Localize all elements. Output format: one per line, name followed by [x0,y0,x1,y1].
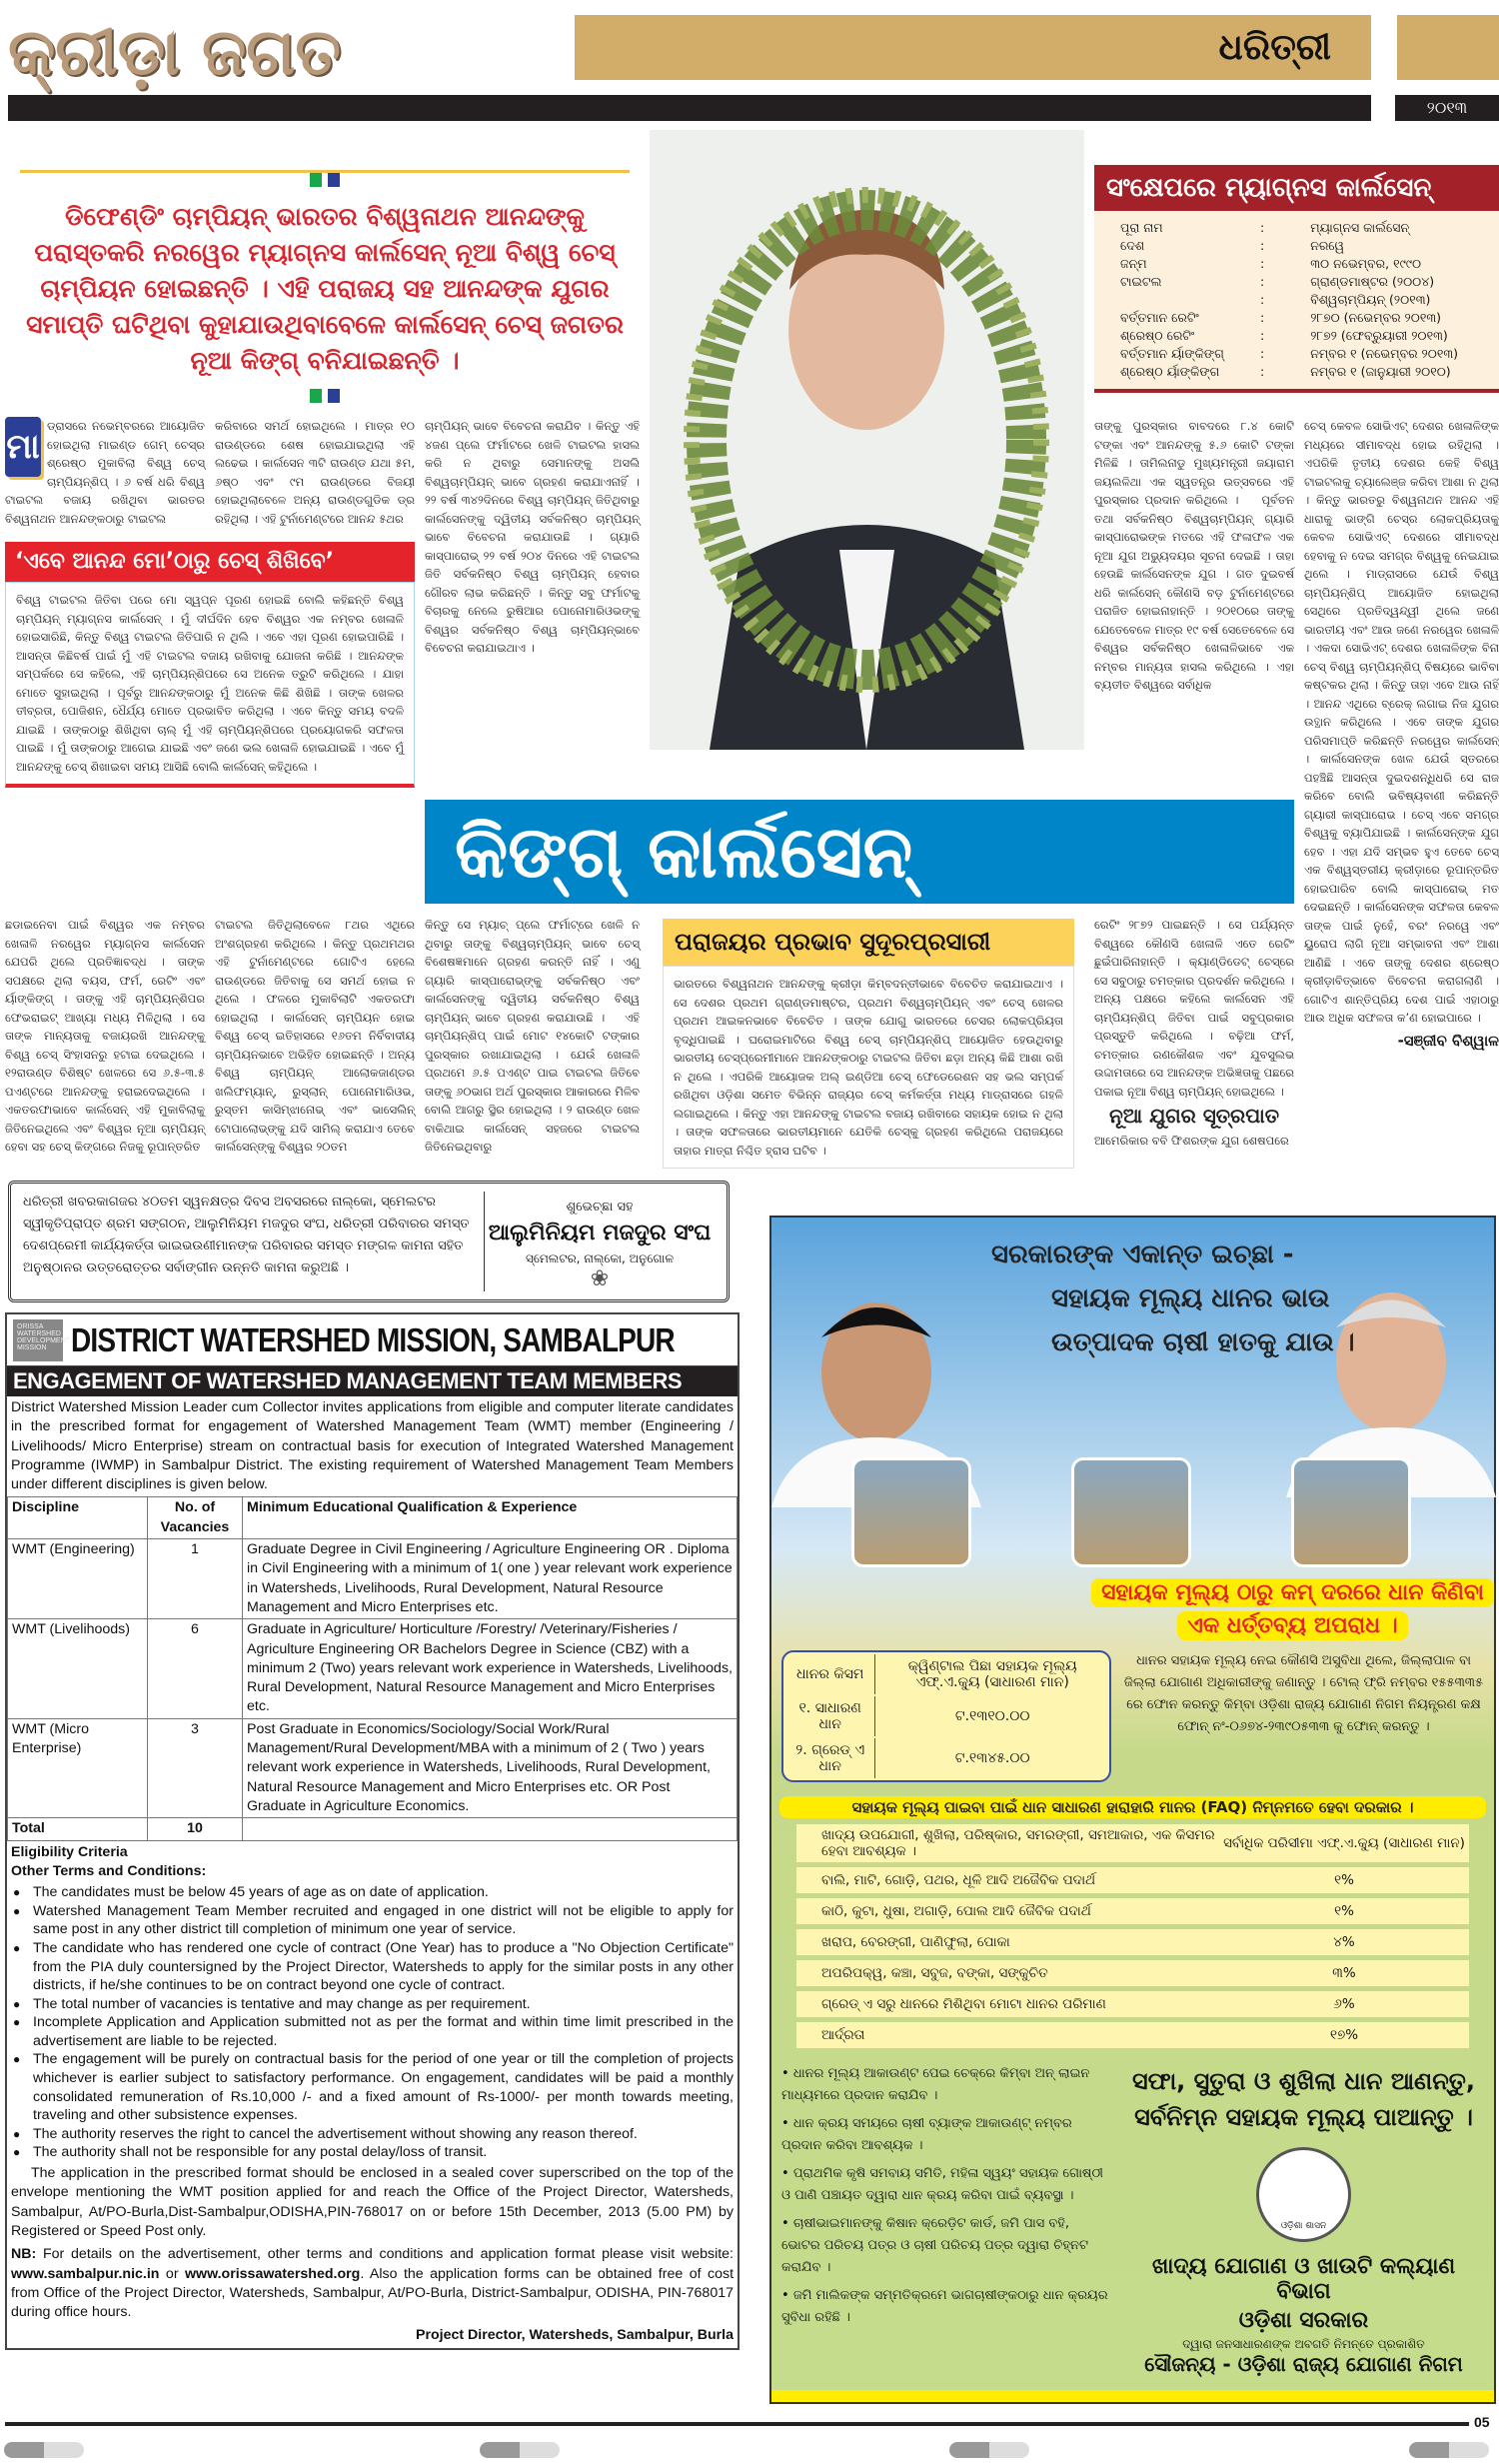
farmers-photo [1291,1457,1411,1567]
nb-note: NB: For details on the advertisement, other terms and conditions and application format please visit website: www.sambalpur.nic.in or www.orissawatershed.org. Also the application forms can be obtained free of cost from Office of the Project Director, Watersheds, Sambalpur, At/PO-Burla, District-Sambalpur, ODISHA, PIN-768017 during office hours. [11,2246,735,2321]
signature: Project Director, Watersheds, Sambalpur, Burla [415,2327,734,2344]
article-column: ତାଙ୍କୁ ପୁରସ୍କାର ବାବଦରେ ୮.୪ କୋଟି ଟଙ୍କା ଏବଂ ଆନନ୍ଦଙ୍କୁ ୫.୬ କୋଟି ଟଙ୍କା ମିଳିଛି । ତାମିଲନାଡୁ ମୁଖ୍ୟମନ୍ତ୍ରୀ ଜୟାରାମ ଜୟଲଳିଥା ଏକ ସ୍ୱତନ୍ତ୍ର ଉତ୍ସବରେ ଏହି ପୁରସ୍କାର ପ୍ରଦାନ କରିଥିଲେ । ପୂର୍ବତନ ତଥା ସର୍ବକନିଷ୍ଠ ବିଶ୍ୱଚାମ୍ପିୟନ୍ ଗ୍ୟାରି କାସ୍ପାରୋଭଙ୍କ ମତରେ ଏହି ଫଳାଫଳ ଏକ ନୂଆ ଯୁଗ ଅଭ୍ୟୁଦୟର ସୂଚନା ଦେଇଛି । ତାହା ହେଉଛି କାର୍ଲସେନଙ୍କ ଯୁଗ । ଗତ ଦୁଇବର୍ଷ ଧରି କାର୍ଲସେନ୍ କୌଣସି ବଡ଼ ଟୁର୍ନାମେଣ୍ଟରେ ପରାଜିତ ହୋଇନାହାନ୍ତି । ୨୦୧୦ରେ ତାଙ୍କୁ ଯେତେବେଳେ ମାତ୍ର ୧୯ ବର୍ଷ ସେତେବେଳେ ସେ ବିଶ୍ୱର ସର୍ବକନିଷ୍ଠ ଖେଳାଳିଭାବେ ଏକ ନମ୍ବର ମାନ୍ୟତା ହାସଲ କରିଥିଲେ । ଏହା ବ୍ୟତୀତ ବିଶ୍ୱରେ ସର୍ବାଧିକ [1094,419,1294,692]
column-header: Discipline [8,1497,148,1539]
article-column: ଚେସ୍ କେବଳ ସୋଭିଏଟ୍ ଦେଶର ଖେଳାଳିଙ୍କ ମଧ୍ୟରେ ସୀମାବଦ୍ଧ ହୋଇ ରହିଥିଲା । ଏପରିକି ତୃତୀୟ ଦେଶର କେହି ବିଶ୍ୱ ଟାଇଟଲକୁ ଚ୍ୟାଲେଞ୍ଜ କରିବା ଆଶା ନ ଥିଲା । କିନ୍ତୁ ଭାରତରୁ ବିଶ୍ୱନାଥନ ଆନନ୍ଦ ଏହି ଧାରାକୁ ଭାଙ୍ଗି ଚେସ୍‌ର ଲୋକପ୍ରିୟତାକୁ କେବଳ ସୋଭିଏଟ୍ ଦେଶରେ ସୀମାବଦ୍ଧ ହେବାକୁ ନ ଦେଇ ସମଗ୍ର ବିଶ୍ୱକୁ ନେଇଯାଇ ଥିଲେ । ମାଡ୍ରାସରେ ଯେଉଁ ବିଶ୍ୱ ଚାମ୍ପିୟନ୍‌ଶିପ୍ ଆୟୋଜିତ ହୋଇଥିଲା ସେଥିରେ ପ୍ରତିଦ୍ୱନ୍ଦ୍ୱୀ ଥିଲେ ଜଣେ ଭାରତୀୟ ଏବଂ ଆଉ ଜଣେ ନରୱେର ଖେଳାଳି । ଏକଦା ସୋଭିଏଟ୍ ଦେଶର ଖେଳାଳିଙ୍କ ବିନା ଚେସ୍ ବିଶ୍ୱ ଚାମ୍ପିୟନ୍‌ଶିପ୍ ବିଷୟରେ ଭାବିବା କଷ୍ଟକର ଥିଲା । କିନ୍ତୁ ତାହା ଏବେ ଆଉ ନାହିଁ । ଆନନ୍ଦ ଏଥିରେ ବ୍ରେକ୍ ଲଗାଇ ନିଜ ଯୁଗର ଉତ୍ଥାନ କରିଥିଲେ । ଏବେ ତାଙ୍କ ଯୁଗର ପରିସମାପ୍ତି କରିଛନ୍ତି ନରୱେର କାର୍ଲସେନ୍ । କାର୍ଲସେନଙ୍କ ଖେଳ ଯେଉଁ ସ୍ତରରେ ପହଞ୍ଚିଛି ଆସନ୍ତା ଦୁଇଦଶନ୍ଧିଧରି ସେ ରାଜ କରିବେ ବୋଲି ଭବିଷ୍ୟବାଣୀ କରିଛନ୍ତି ଗ୍ୟାରୀ କାସ୍ପାରୋଭ । ଚେସ୍ ଏବେ ସମଗ୍ର ବିଶ୍ୱକୁ ବ୍ୟାପିଯାଇଛି । କାର୍ଲସେନ୍‌ଙ୍କ ଯୁଗ ହେବ । ଏହା ଯଦି ସମ୍ଭବ ହୁଏ ତେବେ ଚେସ୍ ଏକ ବିଶ୍ୱସ୍ତରୀୟ କ୍ରୀଡ଼ାରେ ରୂପାନ୍ତରିତ ହୋଇପାରିବ ବୋଲି କାସ୍ପାରୋଭ୍ ମତ ଦେଇଛନ୍ତି । କାର୍ଲସେନଙ୍କ ସଫଳତା କେବଳ ତାଙ୍କ ପାଇଁ ନୁହେଁ, ବରଂ ନରୱେ ଏବଂ ୟୁରୋପ ଲାଗି ନୂଆ ସମ୍ଭାବନା ଏବଂ ଆଶା ଆଣିଛି । ଏବେ ତାଙ୍କୁ ଦେଶର ଶ୍ରେଷ୍ଠ କ୍ରୀଡ଼ାବିତ୍‌ଭାବେ ବିବେଚନା କରାଗଲାଣି । ଗୋଟିଏ ଶାନ୍ତିପ୍ରିୟ ଦେଶ ପାଇଁ ଏହାଠାରୁ ଆଉ ଅଧିକ ସଫଳତା କ’ଣ ହୋଇପାରେ । [1304,419,1499,1025]
faq-row: ଅପରିପକ୍ୱ, କଞ୍ଚା, ସବୁଜ, ବଙ୍କା, ସଙ୍କୁଚିତ ୩% [796,1960,1469,1986]
article-column: କରିବାରେ ସମର୍ଥ ହୋଇଥିଲେ । ମାତ୍ର ୧୦ ରାଉଣ୍ଡରେ ଶେଷ ହୋଇଯାଇଥିଲା ଏହି ଲଢେଇ । କାର୍ଲସେନ ୩ଟି ରାଉଣ୍ଡ ଯଥା ୫ମ, ୬ଷ୍ଠ ଏବଂ ୯ମ ରାଉଣ୍ଡରେ ବିଜୟୀ ହୋଇଥିଲାବେଳେ ଅନ୍ୟ ରାଉଣ୍ଡଗୁଡିକ ଡ୍ର ରହିଥିଲା । ଏହି ଟୁର୍ନାମେଣ୍ଟରେ ଆନନ୍ଦ ୫ଥର [215,419,415,526]
page-number: 05 [1474,2414,1490,2430]
term-item: ● The engagement will be purely on contractual basis for the period of one year or till the completion of projects whichever is earlier subject to satisfactory performance. On engagement, candidates will be paid a monthly consolidated remuneration of Rs.10,000 /- and a fixed amount of Rs-1000/- per month towards meeting, traveling and other subsistence expenses. [11,2050,734,2124]
farmers-photo [851,1457,971,1567]
ad-intro: District Watershed Mission Leader cum Collector invites applications from eligible and computer literate candidates in the prescribed format for engagement of Watershed Management Team (WMT) member (Engineering / Livelihoods/ Micro Enterprise) stream on contractual basis for execution of Integrated Watershed Management Programme (IWMP) in Sambalpur District. The existing requirement of Watershed Management Team Members under different disciplines is given below. [11,1399,734,1493]
intro-block [5,130,640,405]
term-item: ● Incomplete Application and Application submitted not as per the format and within time limit prescribed in the advertisement are liable to be rejected. [11,2013,734,2050]
masthead-bar [8,95,1371,121]
article-column: କିନ୍ତୁ ସେ ମ୍ୟାଚ୍ ପ୍ଲେ ଫର୍ମାଟ୍‌ରେ ଖେଳି ନ ଥିବାରୁ ତାଙ୍କୁ ବିଶ୍ୱଚାମ୍ପିୟନ୍ ଭାବେ ଚେସ୍ ବିଶେଷଜ୍ଞମାନେ ଗ୍ରହଣ କରନ୍ତି ନାହିଁ । ଏଣୁ ଗ୍ୟାରି କାସ୍ପାରୋଭ୍‌ଙ୍କୁ ସର୍ବକନିଷ୍ଠ ଏବଂ କାର୍ଲସେନଙ୍କୁ ଦ୍ୱିତୀୟ ସର୍ବକନିଷ୍ଠ ବିଶ୍ୱ ଚାମ୍ପିୟନ୍ ଭାବେ ଗ୍ରହଣ କରାଯାଉଛି । ଏହି ଚାମ୍ପିୟନ୍‌ଶିପ୍ ପାଇଁ ମୋଟ ୧୪କୋଟି ଟଙ୍କାର ପୁରସ୍କାର ରଖାଯାଇଥିଲା । ଯେଉଁ ଖେଳାଳି ପ୍ରଥମେ ୬.୫ ପଏଣ୍ଟ ପାଇ ଟାଇଟଲ ଜିତିବେ ତାଙ୍କୁ ୬୦ଭାଗ ଅର୍ଥ ପୁରସ୍କାର ଆକାରରେ ମିଳିବ ବୋଲି ଆଗରୁ ସ୍ଥିର ହୋଇଥିଲା । ୨ ରାଉଣ୍ଡ ଖେଳ ବାକିଥାଇ କାର୍ଲସେନ୍ ସହଜରେ ଟାଇଟଲ ଜିତିନେଇଥିବାରୁ [425,918,640,1154]
greeting-label: ଶୁଭେଚ୍ଛା ସହ [566,1200,634,1215]
article-column: ଛଡାଇନେବା ପାଇଁ ବିଶ୍ୱର ଏକ ନମ୍ବର ଖେଳାଳି ନରୱେର ମ୍ୟାଗ୍ନସ କାର୍ଲସେନ ଯେପରି ଥିଲେ ପ୍ରତିଜ୍ଞାବଦ୍ଧ । ତାଙ୍କ ସପକ୍ଷରେ ଥିଲା ବୟସ, ଫର୍ମ, ରେଟିଂ ଏବଂ ର୍ୟାଙ୍କିଙ୍ଗ୍ । ତାଙ୍କୁ ଏହି ଚାମ୍ପିୟନ୍‌ଶିପର ଫେଭରାଇଟ୍ ଆଖ୍ୟା ମଧ୍ୟ ମିଳିଥିଲା । ସେ ତାଙ୍କ ମାନ୍ୟତାକୁ ବଜାୟରଖି ଆନନ୍ଦଙ୍କୁ ବିଶ୍ୱ ଚେସ୍ ସିଂହାସନରୁ ହଟାଇ ଦେଇଥିଲେ । ୧୨ରାଉଣ୍ଡ ବିଶିଷ୍ଟ ଖେଳରେ ସେ ୬.୫-୩.୫ ପଏଣ୍ଟରେ ଆନନ୍ଦଙ୍କୁ ହରାଇଦେଇଥିଲେ । ଏକତରଫାଭାବେ କାର୍ଲସେନ୍ ଏହି ମୁକାବିଲାକୁ ଜିତିନେଇଥିଲେ ଏବଂ ବିଶ୍ୱର ନୂଆ ଚାମ୍ପିୟନ୍ ହେବା ସହ ଚେସ୍ କିଙ୍ଗରେ ନିଜକୁ ରୂପାନ୍ତରିତ [5,918,205,1154]
impact-body: ଭାରତରେ ବିଶ୍ୱନାଥନ ଆନନ୍ଦଙ୍କୁ କ୍ରୀଡ଼ା କିମ୍ବଦନ୍ତୀଭାବେ ବିବେଚିତ କରାଯାଇଥାଏ । ସେ ଦେଶର ପ୍ରଥମ ଗ୍ରାଣ୍ଡମାଷ୍ଟର, ପ୍ରଥମ ବିଶ୍ୱଚାମ୍ପିୟନ୍ ଏବଂ ଚେସ୍ ଖେଳର ପ୍ରଥମ ଆଇକନଭାବେ ବିବେଚିତ । ତାଙ୍କ ଯୋଗୁ ଭାରତରେ ଚେସର ଲୋକପ୍ରିୟତା ବୃଦ୍ଧିପାଇଛି । ଘରୋଇମାଟିରେ ବିଶ୍ୱ ଚେସ୍ ଚାମ୍ପିୟନ୍‌ଶିପ୍ ଆୟୋଜିତ ହେଉଥିବାରୁ ଭାରତୀୟ ଚେସ୍‌ପ୍ରେମୀମାନେ ଆନନ୍ଦଙ୍କଠାରୁ ଟାଇଟଲ ଜିତିବା ଛଡ଼ା ଅନ୍ୟ କିଛି ଆଶା ରଖି ନ ଥିଲେ । ଏପରିକି ଆୟୋଜକ ଅଲ୍ ଇଣ୍ଡିଆ ଚେସ୍ ଫେଡେରେଶନ ସହ ଭଲ ସମ୍ପର୍କ ରଖିଥିବା ଓଡ଼ିଶା ସମେତ ବିଭିନ୍ନ ରାଜ୍ୟର ଚେସ୍ କର୍ମକର୍ତ୍ତା ମଧ୍ୟ ମାଡ୍ରାସରେ ଗହଳି ଲଗାଇଥିଲେ । କିନ୍ତୁ ଏହା ଆନନ୍ଦଙ୍କୁ ଟାଇଟଲ ବଜାୟ ରଖିବାରେ ସହାୟକ ହୋଇ ନ ଥିଲା । ତାଙ୍କ ସଫଳତାରେ ଭାରତୀୟମାନେ ଯେତିକି ଚେସ୍‌କୁ ଗ୍ରହଣ କରିଥିଲେ ପରାଜୟରେ ତାହାର ମାତ୍ରା ନିଶ୍ଚିତ ହ୍ରାସ ଘଟିବ । [663,966,1074,1169]
profile-row: ବର୍ତ୍ତମାନ ର୍ୟାଙ୍କିଙ୍ଗ୍ : ନମ୍ବର ୧ (ନଭେମ୍ବର ୨୦୧୩) [1120,346,1459,361]
website-link[interactable]: www.orissawatershed.org [185,2265,361,2282]
terms-list [7,1883,738,2162]
faq-row: ଗ୍ରେଡ୍ ଏ ସରୁ ଧାନରେ ମିଶିଥିବା ମୋଟା ଧାନର ପରିମାଣ ୬% [796,1991,1469,2017]
faq-banner: ସହାୟକ ମୂଲ୍ୟ ପାଇବା ପାଇଁ ଧାନ ସାଧାରଣ ହାରାହାରି ମାନର (FAQ) ନିମ୍ନମତେ ହେବା ଦରକାର । [779,1796,1486,1818]
warning-line: ସହାୟକ ମୂଲ୍ୟ ଠାରୁ କମ୍ ଦରରେ ଧାନ କିଣିବା [1091,1578,1494,1607]
table-row: WMT (Micro Enterprise) 3 Post Graduate in Economics/Sociology/Social Work/Rural Management/Rural Development/MBA with a minimum of 2 ( Two ) years relevant work experience in Watersheds, Livelihoods, Rural Development, Natural Resource Management and Micro Enterprises etc. OR Post Graduate in Agriculture Economics. [8,1718,738,1817]
info-item: • ଧାନ କ୍ରୟ ସମୟରେ ଚାଷୀ ବ୍ୟାଙ୍କ ଆକାଉଣ୍ଟ୍ ନମ୍ବର ପ୍ରଦାନ କରିବା ଆବଶ୍ୟକ । [781,2116,1072,2153]
watershed-ad [5,1312,740,2350]
union-name: ଆଲୁମିନିୟମ ମଜଦୁର ସଂଘ [488,1221,712,1245]
faq-row: ଖରାପ, ବେରଙ୍ଗୀ, ପାଣିଫୁଲା, ପୋକା ୪% [796,1929,1469,1955]
section-banner [575,15,1371,80]
subheading: ନୂଆ ଯୁଗର ସୂତ୍ରପାତ [1109,1104,1279,1128]
faq-row: ବାଲି, ମାଟି, ଗୋଡ଼ି, ପଥର, ଧୂଳି ଆଦି ଅଜୈବିକ ପଦାର୍ଥ ୧% [796,1867,1469,1893]
color-squares [20,173,630,189]
greeting-text: ଧରିତ୍ରୀ ଖବରକାଗଜର ୪୦ତମ ସ୍ୱନକ୍ଷତ୍ର ଦିବସ ଅବସରରେ ନାଲ୍‌କୋ, ସ୍ମେଲଟର ସ୍ୱୀକୃତିପ୍ରାପ୍ତ ଶ୍ରମ ସଙ୍ଗଠନ, ଆଲୁମିନିୟମ ମଜଦୁର ସଂଘ, ଧରିତ୍ରୀ ପରିବାରର ସମସ୍ତ ଦେଶପ୍ରେମୀ କାର୍ଯ୍ୟକର୍ତ୍ତା ଭାଇଭଉଣୀମାନଙ୍କ ପରିବାରର ସମସ୍ତ ମଙ୍ଗଳ କାମନା ସହିତ ଅନୁଷ୍ଠାନର ଉତ୍ତରୋତ୍ତର ସର୍ବାଙ୍ଗୀନ ଉନ୍ନତି କାମନା କରୁଅଛି । [23,1192,485,1291]
website-link[interactable]: www.sambalpur.nic.in [11,2265,160,2282]
publisher-block: ଖାଦ୍ୟ ଯୋଗାଣ ଓ ଖାଉଟି କଲ୍ୟାଣ ବିଭାଗ ଓଡ଼ିଶା ସରକାର ଦ୍ୱାରା ଜନସାଧାରଣଙ୍କ ଅବଗତି ନିମନ୍ତେ ପ୍ରକାଶିତ ସୌଜନ୍ୟ - ଓଡ଼ିଶା ରାଜ୍ୟ ଯୋଗାଣ ନିଗମ [1144,2254,1463,2376]
info-item: • ଜମି ମାଲିକଙ୍କ ସମ୍ମତିକ୍ରମେ ଭାଗଚାଷୀଙ୍କଠାରୁ ଧାନ କ୍ରୟର ସୁବିଧା ରହିଛି । [781,2288,1108,2325]
table-row: WMT (Livelihoods) 6 Graduate in Agriculture/ Horticulture /Forestry/ /Veterinary/Fisheries / Agriculture Engineering OR Bachelors Degree in Science (CBZ) with a minimum 2 (Two) years relevant work experience in Watersheds, Livelihoods, Rural Development, Natural Resource Management and Micro Enterprises etc. [8,1619,738,1718]
application-instructions: The application in the prescribed format should be enclosed in a sealed cover superscribed on the top of the envelope mentioning the WMT position applied for and reach the Office of the Project Director, Watersheds, Sambalpur, At/PO-Burla,Dist-Sambalpur,ODISHA,PIN-768017 on or before 15th December, 2013 (5.00 PM) by Registered or Speed Post only. [11,2165,734,2239]
msp-table: ଧାନର କିସମ କ୍ୱିଣ୍ଟାଲ ପିଛା ସହାୟକ ମୂଲ୍ୟ ଏଫ୍.ଏ.କ୍ୟୁ (ସାଧାରଣ ମାନ) ୧. ସାଧାରଣ ଧାନ ଟ.୧୩୧୦.୦୦ ୨. ଗ୍ରେଡ୍ ଏ ଧାନ ଟ.୧୩୪୫.୦୦ [781,1650,1111,1782]
profile-row: ଦେଶ : ନରୱେ [1120,238,1345,253]
decor-pill [1409,2442,1489,2458]
ad-title: DISTRICT WATERSHED MISSION, SAMBALPUR [71,1320,675,1358]
profile-box [1094,165,1499,393]
carlsen-photo [650,130,1084,750]
slogan: ସଫା, ସୁତୁରା ଓ ଶୁଖିଲା ଧାନ ଆଣନ୍ତୁ, ସର୍ବନିମ୍ନ ସହାୟକ ମୂଲ୍ୟ ପାଆନ୍ତୁ । [1132,2067,1475,2131]
table-row: WMT (Engineering) 1 Graduate Degree in Civil Engineering / Agriculture Engineering OR . Diploma in Civil Engineering with a minimum of 1( one ) year relevant work experience in Watersheds, Livelihoods, Rural Development, Natural Resource Management and Micro Enterprises etc. [8,1539,738,1619]
terms-heading: Other Terms and Conditions: [11,1862,207,1879]
news-section [0,130,1499,1169]
column-header: No. of Vacancies [148,1497,243,1539]
footer-rule [5,2422,1469,2426]
info-list [781,2063,1111,2376]
profile-row: ବର୍ତ୍ତମାନ ରେଟିଂ : ୨୮୭୦ (ନଭେମ୍ବର ୨୦୧୩) [1120,310,1442,325]
article-upper-left [5,417,415,788]
term-item: ● Watershed Management Team Member recruited and engaged in one district will not be eligible to apply for same post in any other district till completion of minimum one year of service. [11,1902,734,1939]
profile-row: ଶ୍ରେଷ୍ଠ ର୍ୟାଙ୍କିଙ୍ଗ : ନମ୍ବର ୧ (ଜାନୁୟାରୀ ୨୦୧୦) [1120,364,1451,379]
odisha-seal-emblem: ଓଡ଼ିଶା ଶାସନ [1256,2147,1351,2242]
info-item: • ଚାଷୀଭାଇମାନଙ୍କୁ କିଷାନ କ୍ରେଡ଼ିଟ କାର୍ଡ, ଜମି ପାସ ବହି, ଭୋଟର ପରିଚୟ ପତ୍ର ଓ ଚାଷୀ ପରିଚୟ ପତ୍ର ଦ୍ୱାରା ଚିହ୍ନଟ କରାଯିବ । [781,2216,1089,2275]
section-name: ଧରିତ୍ରୀ [1218,26,1331,68]
profile-row: ଟାଇଟଲ : ଗ୍ରାଣ୍ଡମାଷ୍ଟର (୨୦୦୪) [1120,274,1435,289]
faq-row: ଖାଦ୍ୟ ଉପଯୋଗୀ, ଶୁଖିଲା, ପରିଷ୍କାର, ସମରଙ୍ଗୀ, ସମଆକାର, ଏକ କିସମର ହେବା ଆବଶ୍ୟକ । ସର୍ବାଧିକ ପରିସୀମା ଏଫ୍.ଏ.କ୍ୟୁ (ସାଧାରଣ ମାନ) [796,1824,1469,1862]
decor-pill [480,2442,560,2458]
ad-headline: ସରକାରଙ୍କ ଏକାନ୍ତ ଇଚ୍ଛା - ସହାୟକ ମୂଲ୍ୟ ଧାନର ଭାଉ ଉତ୍ପାଦକ ଚାଷୀ ହାତକୁ ଯାଉ । [991,1239,1355,1357]
article-right-column [1304,417,1499,1050]
info-item: • ଧାନର ମୂଲ୍ୟ ଆକାଉଣ୍ଟ ପେଇ ଚେକ୍‌ରେ କିମ୍ବା ଅନ୍ ଲାଇନ ମାଧ୍ୟମରେ ପ୍ରଦାନ କରାଯିବ । [781,2066,1090,2103]
paddy-msp-ad [769,1216,1496,2404]
banner-tab [1397,15,1499,80]
warning-line: ଏକ ଧର୍ତ୍ତବ୍ୟ ଅପରାଧ । [1177,1611,1407,1640]
profile-row: ଜନ୍ମ : ୩୦ ନଭେମ୍ବର, ୧୯୯୦ [1120,256,1422,271]
term-item: ● The authority shall not be responsible for any postal delay/loss of transit. [11,2143,734,2162]
impact-headline: ପରାଜୟର ପ୍ରଭାବ ସୁଦୂରପ୍ରସାରୀ [663,919,1074,966]
article-column: ଟାଇଟଲ ଜିତିଥିଲାବେଳେ ୮ଥର ଏଥିରେ ଅଂଶଗ୍ରହଣ କରିଥିଲେ । କିନ୍ତୁ ପ୍ରଥମଥର ଏହି ଟୁର୍ନାମେଣ୍ଟରେ ଗୋଟିଏ ହେଲେ ରାଉଣ୍ଡରେ ଜିତିବାକୁ ସେ ସମର୍ଥ ହୋଇ ନ ଥିଲେ । ଫଳରେ ମୁକାବିଲାଟି ଏକତରଫା ହୋଇଥିଲା । କାର୍ଲସେନ୍ ଚାମ୍ପିୟନ ହୋଇ ବିଶ୍ୱ ଚେସ୍ ଇତିହାସରେ ୧୬ତମ ନିର୍ବିବାଦୀୟ ଚାମ୍ପିୟନଭାବେ ଅଭିହିତ ହୋଇଛନ୍ତି । ଅନ୍ୟ ବିଶ୍ୱ ଚାମ୍ପିୟନ୍ ଆଲୋକଜାଣ୍ଡର ଖଲିଫମ୍ୟାନ୍, ରୁସ୍ଲାନ୍ ପୋନୋମାରିଓଭ, ରୁସ୍ତମ କାସିମ୍ଝାନୋଭ୍ ଏବଂ ଭାସେଲିନ୍ ଟୋପାଲୋଭ୍‌ଙ୍କୁ ଯଦି ସାମିଲ୍ କରାଯାଏ ତେବେ କାର୍ଲସେନ୍‌ଙ୍କୁ ବିଶ୍ୱର ୨୦ତମ [215,918,415,1154]
term-item: ● The authority reserves the right to cancel the advertisement without showing any reason thereof. [11,2125,734,2144]
contact-info: ଧାନର ସହାୟକ ମୂଲ୍ୟ ନେଇ କୌଣସି ଅସୁବିଧା ଥିଲେ, ଜିଲ୍ଲାପାଳ ବା ଜିଲ୍ଲା ଯୋଗାଣ ଅଧିକାରୀଙ୍କୁ ଜଣାନ୍ତୁ । ଟୋଲ୍ ଫ୍ରି ନମ୍ବର ୧୫୫୩୩୫ ରେ ଫୋନ କରନ୍ତୁ କିମ୍ବା ଓଡ଼ିଶା ରାଜ୍ୟ ଯୋଗାଣ ନିଗମ ନିୟନ୍ତ୍ରଣ କକ୍ଷ ଫୋନ୍ ନଂ-୦୬୭୪-୨୩୯୦୫୩୩ କୁ ଫୋନ୍ କରନ୍ତୁ । [1123,1653,1484,1734]
decor-pill [949,2442,1029,2458]
profile-title: ସଂକ୍ଷେପରେ ମ୍ୟାଗ୍ନସ କାର୍ଲସେନ୍ [1094,165,1499,211]
byline: -ସଞ୍ଜୀବ ବିଶ୍ୱାଳ [1397,1031,1499,1050]
profile-row: : ବିଶ୍ୱଚାମ୍ପିୟନ୍ (୨୦୧୩) [1260,292,1431,307]
ad-bottom-bar [771,2390,1494,2402]
term-item: ● The candidate who has rendered one cycle of contract (One Year) has to produce a "No Objection Certificate" from the PIA duly countersigned by the Project Director, Watersheds to apply for the similar posts in any other districts, if he/she continues to be on contract beyond one cycle of contract. [11,1939,734,1995]
masthead-title: କ୍ରୀଡ଼ା ଜଗତ [8,15,342,90]
watershed-logo: ORISSA WATERSHED DEVELOPMENT MISSION [13,1319,63,1361]
decor-pill [4,2442,84,2458]
article-column: ଚାମ୍ପିୟନ୍ ଭାବେ ବିବେଚନା କରାଯିବ । କିନ୍ତୁ ଏହି ୪ଜଣ ପ୍ଲେ ଫର୍ମାଟରେ ଖେଳି ଟାଇଟଲ ହାସଲ କରି ନ ଥିବାରୁ ସେମାନଙ୍କୁ ଅସଲି ବିଶ୍ୱଚାମ୍ପିୟନ୍ ଭାବେ ଗ୍ରହଣ କରାଯାଏନାହିଁ । ୨୨ ବର୍ଷ ୩୪୨ଦିନରେ ବିଶ୍ୱ ଚାମ୍ପିୟନ୍ ଜିତିଥିବାରୁ କାର୍ଲସେନଙ୍କୁ ଦ୍ୱିତୀୟ ସର୍ବକନିଷ୍ଠ ଚାମ୍ପିୟନ୍ ଭାବେ ବିବେଚନା କରାଯାଉଛି । ଗ୍ୟାରି କାସ୍ପାରୋଭ୍ ୨୨ ବର୍ଷ ୨୦୪ ଦିନରେ ଏହି ଟାଇଟଲ ଜିତି ସର୍ବକନିଷ୍ଠ ବିଶ୍ୱ ଚାମ୍ପିୟନ୍ ହେବାର ଗୌରବ ଲାଭ କରିଛନ୍ତି । କିନ୍ତୁ ସବୁ ଫର୍ମାଟକୁ ବିଚାରକୁ ନେଲେ ରୁଷିଆର ପୋନୋମାରିଓଭଙ୍କୁ ବିଶ୍ୱର ସର୍ବକନିଷ୍ଠ ବିଶ୍ୱ ଚାମ୍ପିୟନ୍‌ଭାବେ ବିବେଚନା କରାଯାଇଥାଏ । [425,419,640,655]
quote-body: ବିଶ୍ୱ ଟାଇଟଲ ଜିତିବା ପରେ ମୋ ସ୍ୱପ୍ନ ପୂରଣ ହୋଇଛି ବୋଲି କହିଛନ୍ତି ବିଶ୍ୱ ଚାମ୍ପିୟନ୍ ମ୍ୟାଗ୍ନସ କାର୍ଲସେନ୍ । ମୁଁ ଦୀର୍ଘଦିନ ହେବ ବିଶ୍ୱର ଏକ ନମ୍ବର ଖେଳାଳି ହୋଇସାରିଛି, କିନ୍ତୁ ବିଶ୍ୱ ଟାଇଟଲ ଜିତିପାରି ନ ଥିଲି । ଏବେ ଏହା ପୂରଣ ହୋଇପାରିଛି । ଆସନ୍ତା କିଛିବର୍ଷ ପାଇଁ ମୁଁ ଏହି ଟାଇଟଲ ବଜାୟ ରଖିବାକୁ ଯୋଜନା କରିଛି । ଆନନ୍ଦଙ୍କ ସମ୍ପର୍କରେ ସେ କହିଲେ, ଏହି ଚାମ୍ପିୟନ୍‌ଶିପରେ ସେ ଅନେକ ତ୍ରୁଟି କରିଥିଲେ । ଯାହା ମୋତେ ସୁହାଇଥିଲା । ପୂର୍ବରୁ ଆନନ୍ଦଙ୍କଠାରୁ ମୁଁ ଅନେକ କିଛି ଶିଖିଛି । ତାଙ୍କ ଖେଳର ତୀବ୍ରତା, ପୋଜିଶନ, ଧୈର୍ଯ୍ୟ ମୋତେ ପ୍ରଭାବିତ କରିଥିଲା । ଏବେ କିନ୍ତୁ ସମୟ ବଦଳି ଯାଇଛି । ତାଙ୍କଠାରୁ ଶିଖିଥିବା ଚାଲ୍ ମୁଁ ଏହି ଚାମ୍ପିୟନ୍‌ଶିପରେ ପ୍ରୟୋଗକରି ସଫଳତା ପାଇଛି । ମୁଁ ତାଙ୍କଠାରୁ ଆଗେଇ ଯାଇଛି ଏବଂ ଜଣେ ଭଲ ଖେଳାଳି ହୋଇଯାଇଛି । ଏବେ ମୁଁ ଆନନ୍ଦଙ୍କୁ ଚେସ୍ ଶିଖାଇବା ସମୟ ଆସିଛି ବୋଲି କାର୍ଲସେନ୍ କହିଥିଲେ । [5,582,415,788]
column-header: Minimum Educational Qualification & Experience [243,1497,738,1539]
union-place: ସ୍ମେଲଟର, ନାଲ୍‌କୋ, ଅନୁଗୋଳ [526,1251,674,1265]
main-headline: କିଙ୍ଗ୍ କାର୍ଲସେନ୍ [425,800,1294,904]
year-label: ୨୦୧୩ [1395,95,1499,121]
term-item: ● The candidates must be below 45 years of age as on date of application. [11,1883,734,1902]
intro-deck: ଡିଫେଣ୍ଡିଂ ଚାମ୍ପିୟନ୍ ଭାରତର ବିଶ୍ୱନାଥନ ଆନନ୍ଦଙ୍କୁ ପରାସ୍ତକରି ନରୱେର ମ୍ୟାଗ୍ନସ କାର୍ଲସେନ୍ ନୂଆ ବିଶ୍ୱ ଚେସ୍ ଚାମ୍ପିୟନ ହୋଇଛନ୍ତି । ଏହି ପରାଜୟ ସହ ଆନନ୍ଦଙ୍କ ଯୁଗର ସମାପ୍ତି ଘଟିଥିବା କୁହାଯାଉଥିବାବେଳେ କାର୍ଲସେନ୍ ଚେସ୍ ଜଗତର ନୂଆ କିଙ୍ଗ୍ ବନିଯାଇଛନ୍ତି । [26,202,624,375]
term-item: ● The total number of vacancies is tentative and may change as per requirement. [11,1995,734,2014]
article-column: ମା ଡ୍ରାସରେ ନଭେମ୍ବରରେ ଆୟୋଜିତ ହୋଇଥିଲା ମାଇଣ୍ଡ ଗେମ୍ ଚେସ୍‌ର ଶ୍ରେଷ୍ଠ ମୁକାବିଲା ବିଶ୍ୱ ଚେସ୍ ଚାମ୍ପିୟନ୍‌ଶିପ୍ । ୬ ବର୍ଷ ଧରି ବିଶ୍ୱ ଟାଇଟଲ ବଜାୟ ରଖିଥିବା ଭାରତର ବିଶ୍ୱନାଥନ ଆନନ୍ଦଙ୍କଠାରୁ ଟାଇଟଲ [5,419,205,526]
footer [0,2414,1499,2464]
farmers-photo [1071,1457,1191,1567]
profile-table [1114,219,1464,381]
impact-box [650,916,1084,1169]
warning-block [771,1578,1494,1644]
eligibility-heading: Eligibility Criteria [11,1843,128,1860]
drop-cap: ମା [5,417,41,477]
vacancy-table [7,1496,738,1840]
faq-row: ଆର୍ଦ୍ରତା ୧୭% [796,2022,1469,2048]
quote-headline: ‘ଏବେ ଆନନ୍ଦ ମୋ’ଠାରୁ ଚେସ୍ ଶିଖିବେ’ [5,542,415,582]
profile-row: ଶ୍ରେଷ୍ଠ ରେଟିଂ : ୨୮୭୨ (ଫେବ୍ରୁୟାରୀ ୨୦୧୩) [1120,328,1448,343]
article-column: ରେଟିଂ ୨୮୭୨ ପାଇଛନ୍ତି । ସେ ପର୍ଯ୍ୟନ୍ତ ବିଶ୍ୱରେ କୌଣସି ଖେଳାଳି ଏତେ ରେଟିଂ ଛୁଇଁପାରିନାହାନ୍ତି । କ୍ୟାଣ୍ଡିଡେଟ୍ ଚେସ୍‌ରେ ସେ ସବୁଠାରୁ ଚମତ୍କାର ପ୍ରଦର୍ଶନ କରିଥିଲେ । ଅନ୍ୟ ପକ୍ଷରେ କହିଲେ କାର୍ଲସେନ ଏହି ଚାମ୍ପିୟନ୍‌ଶିପ୍ ଜିତିବା ପାଇଁ ସବୁପ୍ରକାର ପ୍ରସ୍ତୁତି କରିଥିଲେ । ବଢ଼ିଆ ଫର୍ମ, ଚମତ୍କାର ରଣକୌଶଳ ଏବଂ ଯୁବସୁଲଭ ଉଦ୍ଦାମତାରେ ସେ ଆନନ୍ଦଙ୍କ ଅଭିଜ୍ଞତାକୁ ପଛରେ ପକାଇ ନୂଆ ବିଶ୍ୱ ଚାମ୍ପିୟନ୍ ହୋଇଥିଲେ । ନୂଆ ଯୁଗର ସୂତ୍ରପାତ ଆମେରିକାର ବବି ଫିଶରଙ୍କ ଯୁଗ ଶେଷପରେ [1094,918,1294,1148]
rose-icon: ❀ [590,1266,610,1291]
faq-table [771,1824,1494,2053]
profile-row: ପୂରା ନାମ : ମ୍ୟାଗ୍ନସ କାର୍ଲସେନ୍ [1120,220,1410,235]
total-row: Total 10 [8,1818,738,1840]
color-squares [20,389,630,405]
ad-subtitle: ENGAGEMENT OF WATERSHED MANAGEMENT TEAM MEMBERS [7,1366,738,1396]
info-item: • ପ୍ରାଥମିକ କୃଷି ସମବାୟ ସମିତି, ମହିଳା ସ୍ୱୟଂ ସହାୟକ ଗୋଷ୍ଠୀ ଓ ପାଣି ପଞ୍ଚାୟତ ଦ୍ୱାରା ଧାନ କ୍ରୟ କରିବା ପାଇଁ ବ୍ୟବସ୍ଥା । [781,2166,1104,2203]
faq-row: କାଠି, କୁଟା, ଧୁଷା, ଅଗାଡ଼ି, ପୋଲ ଆଦି ଜୈବିକ ପଦାର୍ଥ ୧% [796,1898,1469,1924]
greeting-ad [8,1181,730,1302]
